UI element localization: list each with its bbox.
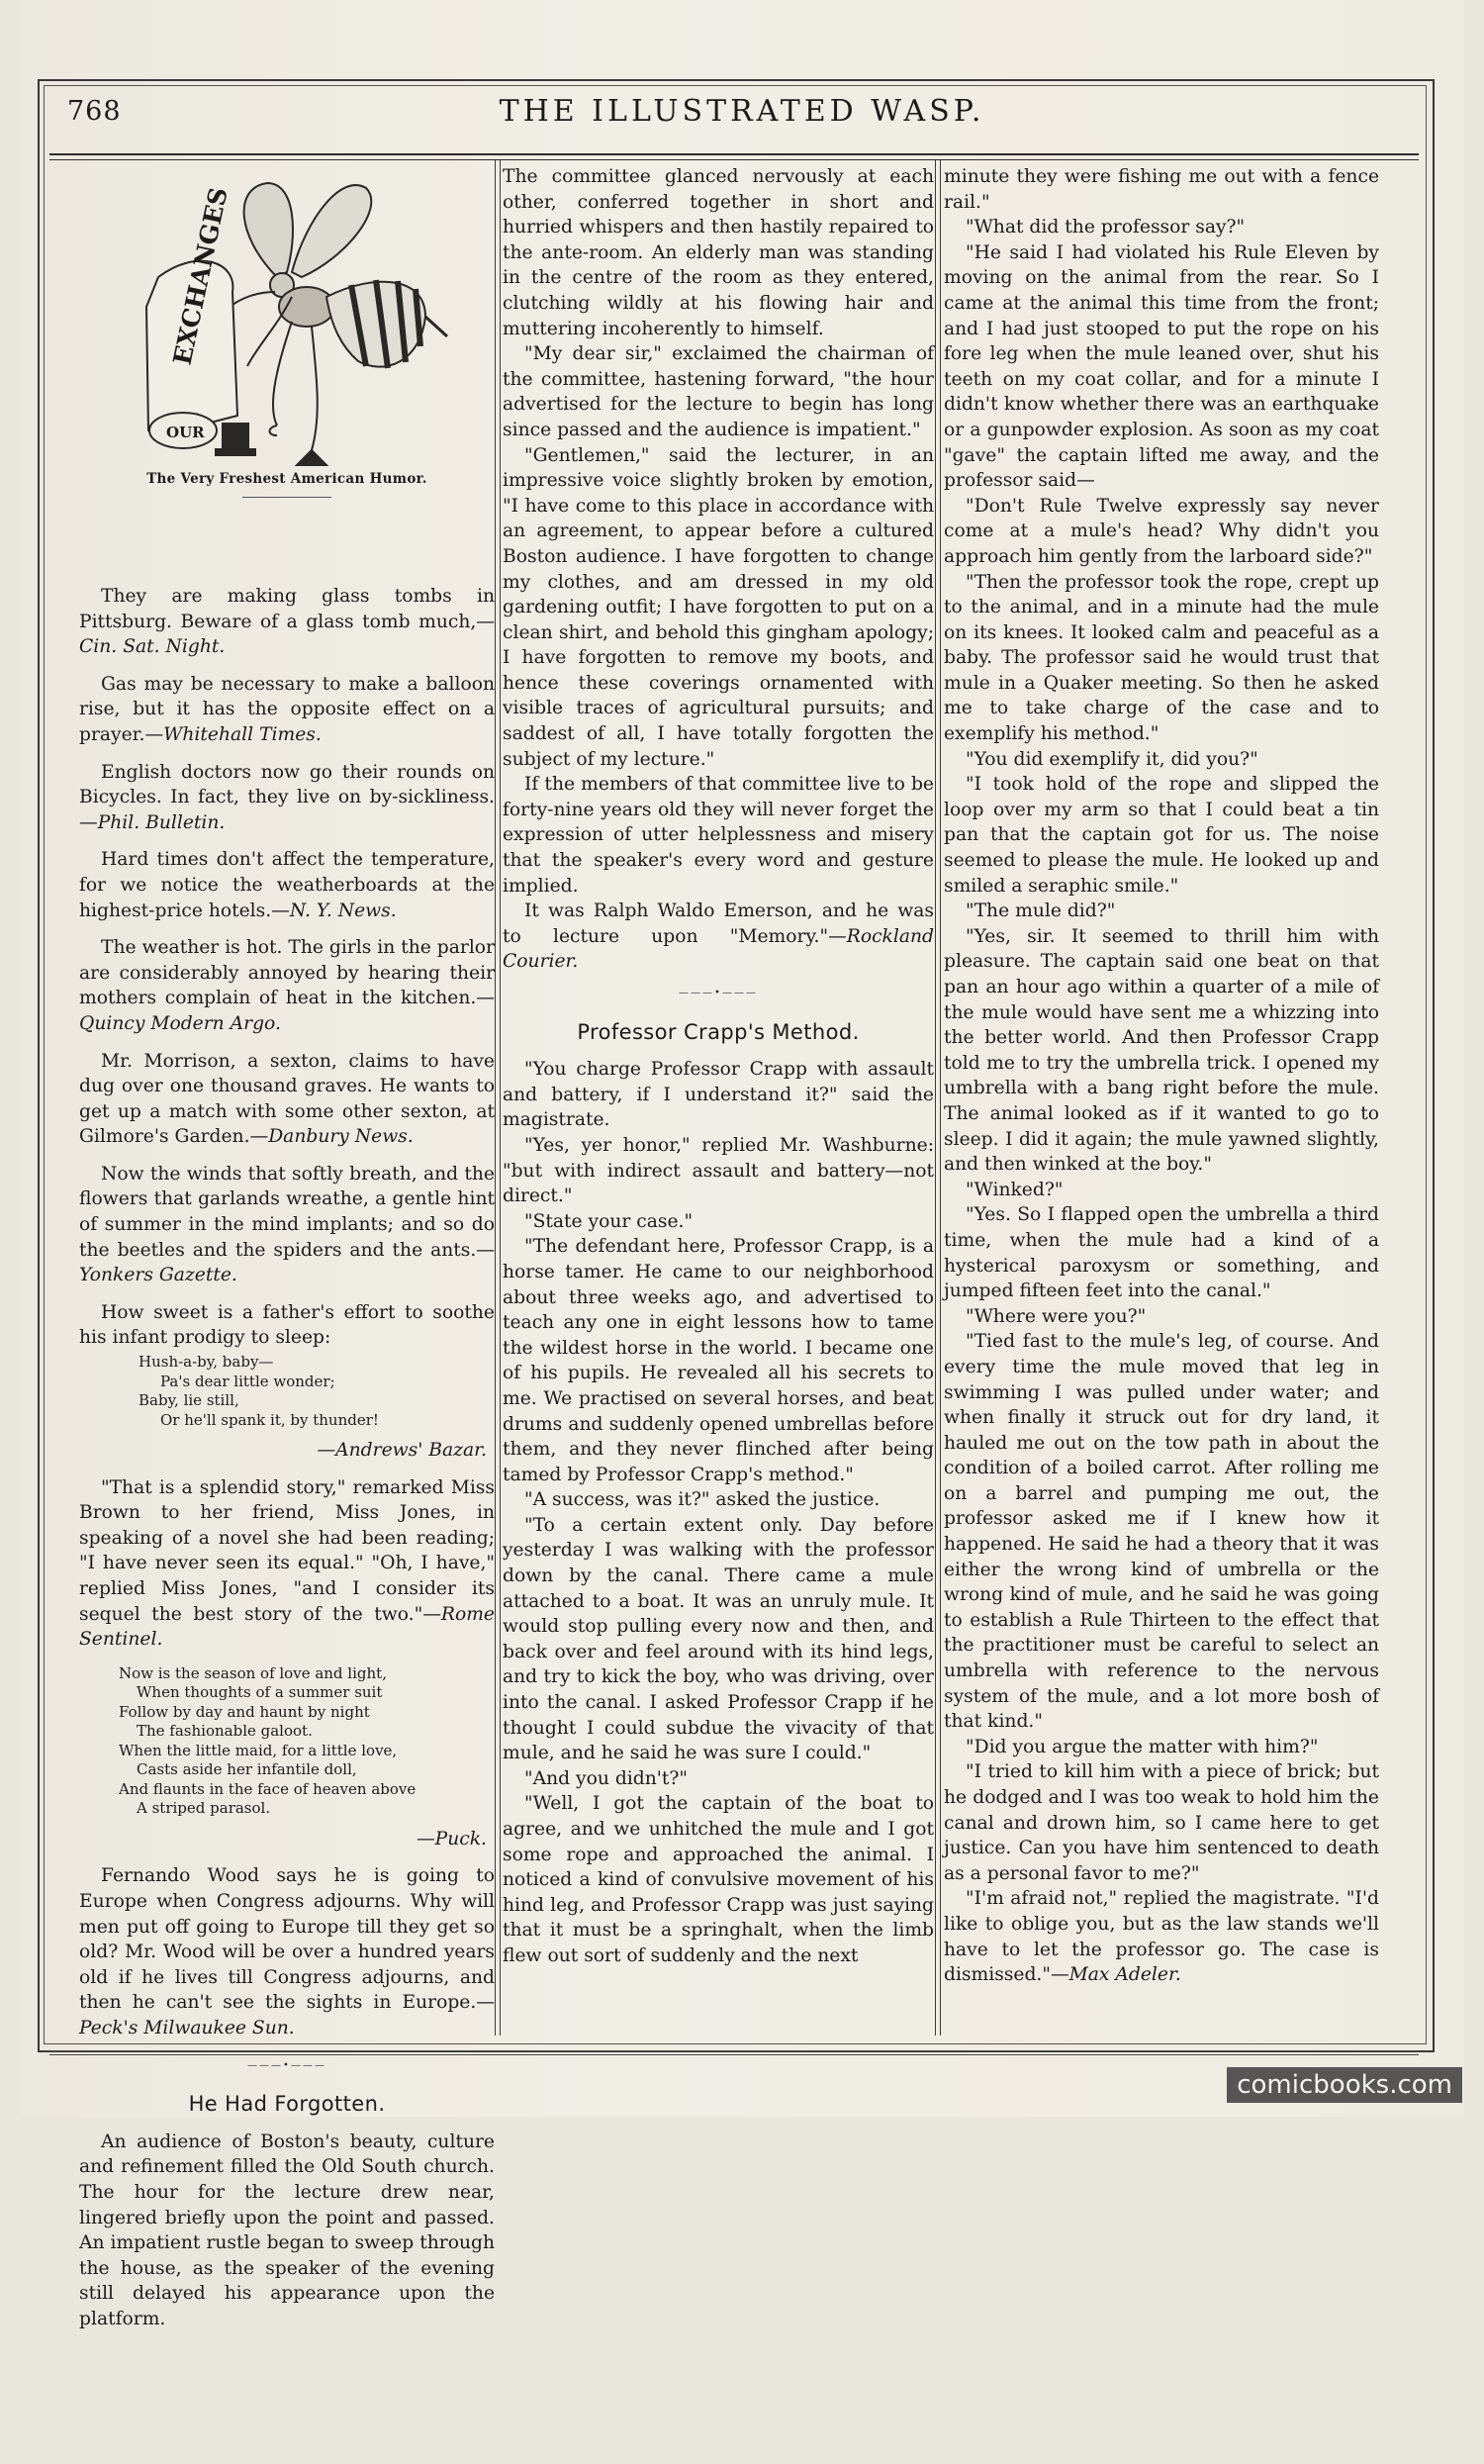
paragraph-item: Mr. Morrison, a sexton, claims to have dug over one thousand graves. He wants to get up a match with some other sexton, at Gilmore's Garden.—Danbury News. xyxy=(79,1050,495,1148)
section-separator: ———•——— xyxy=(679,988,758,998)
paragraph-item: "Well, I got the captain of the boat to agree, and we unhitched the mule and I got some rope and approached the animal. I noticed a kind of convulsive movement of his hind leg, and Professor Crapp was just saying that it must be a springhalt, when the limb flew out sort of suddenly and the next xyxy=(503,1793,934,1966)
paragraph-item: "Yes, sir. It seemed to thrill him with pleasure. The captain said one beat on that pan an hour ago within a quarter of a mile of the mule would have sent me a whizzing into the better world. And then Professor Crapp told me to try the umbrella trick. I opened my umbrella with a bang right before the mule. The animal looked as if it wanted to go to sleep. I did it again; the mule yawned slightly, and then winked at the boy." xyxy=(944,925,1379,1176)
paragraph-item: "And you didn't?" xyxy=(524,1767,689,1789)
paragraph-item: "Yes. So I flapped open the umbrella a third time, when the mule had a kind of a hysterical paroxysm or something, and jumped fifteen feet into the canal." xyxy=(944,1204,1379,1302)
paragraph-item: "Yes, yer honor," replied Mr. Washburne: "but with indirect assault and battery—not direct." xyxy=(503,1134,934,1207)
father-verse: Hush-a-by, baby— Pa's dear little wonder; Baby, lie still, Or he'll spank it, by thunder! xyxy=(139,1353,379,1429)
paragraph-item: "My dear sir," exclaimed the chairman of the committee, hastening forward, "the hour advertised for the lecture to begin has long since passed and the audience is impatient." xyxy=(503,343,934,440)
paragraph-item: Fernando Wood says he is going to Europe when Congress adjourns. Why will men put off going to Europe till they get so old? Mr. Wood will be over a hundred years old if he lives till Congress adjourns, and then he can't see the sights in Europe.—Peck's Milwaukee Sun. xyxy=(79,1865,495,2038)
paragraph-item: "What did the professor say?" xyxy=(966,217,1246,238)
watermark-logo: comicbooks.com xyxy=(1227,2067,1462,2103)
paragraph-item: "Gentlemen," said the lecturer, in an impressive voice slightly broken by emotion, "I have come to this place in accordance with an agreement, to appear before a cultured Boston audience. I have forgotten to change my clothes, and am dressed in my old gardening outfit; I have forgotten to put on a clean shirt, and behold this gingham apology; I have forgotten to remove my boots, and hence these coverings ornamented with visible traces of agricultural pursuits; and saddest of all, I have totally forgotten the subject of my lecture." xyxy=(503,444,934,770)
paragraph-item: "He said I had violated his Rule Eleven by moving on the animal from the rear. So I came at the animal this time from the front; and I had just stooped to put the rope on his fore leg when the mule leaned over, shut his teeth on my coat collar, and for a minute I didn't know whether there was an earthquake or a gunpowder explosion. As soon as my coat "gave" the captain lifted me away, and the professor said— xyxy=(944,241,1379,492)
paragraph-item: "I tried to kill him with a piece of brick; but he dodged and I was too weak to hold him the canal and drown him, so I came here to get justice. Can you have him sentenced to death as a personal favor to me?" xyxy=(944,1761,1379,1884)
paragraph-item: The weather is hot. The girls in the parlor are considerably annoyed by hearing their mothers complain of heat in the kitchen.—Quincy Modern Argo. xyxy=(79,937,495,1034)
paragraph-item: Now the winds that softly breath, and the flowers that garlands wreathe, a gentle hint of summer in the mind implants; and so do the beetles and the spiders and the ants.—Yonkers Gazette. xyxy=(79,1163,495,1286)
wasp-exchanges-illustration xyxy=(129,168,455,485)
paragraph-item: If the members of that committee live to be forty-nine years old they will never forget the expression of utter helplessness and misery that the speaker's every word and gesture implied. xyxy=(503,774,934,897)
paragraph-item: "You charge Professor Crapp with assault and battery, if I understand it?" said the magistrate. xyxy=(503,1059,934,1131)
footer-rule xyxy=(49,2050,1419,2055)
poem: Now is the season of love and light, When thoughts of a summer suit Follow by day and haunt by night The fashionable galoot. When the little maid, for a little love, Casts aside her infantile doll, And flaunts in the face of heaven above A striped parasol. xyxy=(119,1663,417,1818)
paragraph-item: "Where were you?" xyxy=(966,1305,1147,1327)
paragraph-item: "State your case." xyxy=(524,1210,694,1232)
paragraph-item: The committee glanced nervously at each other, conferred together in short and hurried whispers and then hastily repaired to the ante-room. An elderly man was standing in the centre of the room as they entered, clutching wildly at his flowing hair and muttering incoherently to himself. xyxy=(503,166,934,339)
column-middle xyxy=(503,164,934,2044)
paragraph-item: "Tied fast to the mule's leg, of course. And every time the mule moved that leg in swimming I was pulled under water; and when finally it struck out for dry land, it hauled me out on the tow path in about the condition of a boiled carrot. After rolling me on a barrel and pumping me out, the professor asked me if I knew how it happened. He said he had a theory that it was either the wrong kind of umbrella or the wrong kind of mule, and he said he was going to establish a Rule Thirteen to the effect that the practitioner must be careful to select an umbrella with reference to the nervous system of the mule, and a lot more bosh of that kind." xyxy=(944,1331,1379,1733)
paragraph-item: Hard times don't affect the temperature, for we notice the weatherboards at the highest-price hotels.—N. Y. News. xyxy=(79,849,495,921)
column-rule-right xyxy=(935,160,941,2036)
masthead-title: THE ILLUSTRATED WASP. xyxy=(499,94,985,129)
paragraph-item: "To a certain extent only. Day before yesterday I was walking with the professor down by the canal. There came a mule attached to a boat. It was an unruly mule. It would stop pulling every now and then, and back over and feel around with its hind legs, and try to kick the boy, who was driving, over into the canal. I asked Professor Crapp if he thought I could subdue the vivacity of that mule, and he said he was sure I could." xyxy=(503,1514,934,1764)
father-item: How sweet is a father's effort to soothe his infant prodigy to sleep: Hush-a-by, baby— Pa's dear little wonder; Baby, lie still, Or he'll spank it, by thunder! —Andrews' Bazar. xyxy=(79,1301,495,1462)
paragraph-item: "Then the professor took the rope, crept up to the animal, and in a minute had the mule on its knees. It looked calm and peaceful as a baby. The professor said he would trust that mule in a Quaker meeting. So then he asked me to take charge of the case and to exemplify his method." xyxy=(944,571,1379,745)
section-title: Professor Crapp's Method. xyxy=(577,1019,860,1044)
paragraph-item: It was Ralph Waldo Emerson, and he was to lecture upon "Memory."—Rockland Courier. xyxy=(503,900,934,973)
paragraph-item: "You did exemplify it, did you?" xyxy=(966,748,1258,770)
paragraph-item: English doctors now go their rounds on Bicycles. In fact, they live on by-sickliness.—Phil. Bulletin. xyxy=(79,761,495,833)
paragraph-item: "Don't Rule Twelve expressly say never come at a mule's head? Why didn't you approach him gently from the larboard side?" xyxy=(944,495,1379,567)
illustration-caption: The Very Freshest American Humor. xyxy=(146,471,427,487)
header-rule xyxy=(49,153,1419,160)
paragraph-item: They are making glass tombs in Pittsburg. Beware of a glass tomb much,—Cin. Sat. Night. xyxy=(79,586,495,658)
banner-tag-text: OUR xyxy=(166,424,205,441)
paragraph-item: minute they were fishing me out with a fence rail." xyxy=(944,166,1379,213)
page-number: 768 xyxy=(67,96,122,127)
paragraph-item: "I took hold of the rope and slipped the loop over my arm so that I could beat a tin pan that the captain got for us. The noise seemed to please the mule. He looked up and smiled a seraphic smile." xyxy=(944,774,1379,897)
column-rule-left xyxy=(495,160,501,2036)
section-separator: ———•——— xyxy=(247,2059,326,2071)
paragraph-item: "The mule did?" xyxy=(966,900,1116,922)
caption-rule xyxy=(242,497,331,498)
paragraph-item: "That is a splendid story," remarked Miss Brown to her friend, Miss Jones, in speaking of a novel she had been reading; "I have never seen its equal." "Oh, I have," replied Miss Jones, "and I consider its sequel the best story of the two."—Rome Sentinel. xyxy=(79,1476,495,1651)
column-left xyxy=(79,584,495,2464)
paragraph-item: "The defendant here, Professor Crapp, is a horse tamer. He came to our neighborhood about three weeks ago, and advertised to teach any one in eight lessons how to tame the wildest horse in the world. I became one of his pupils. He revealed all his secrets to me. We practised on several horses, and beat drums and suddenly opened umbrellas before them, and they never flinched after being tamed by Professor Crapp's method." xyxy=(503,1236,934,1485)
poem-attribution: —Puck. xyxy=(416,1828,487,1849)
banner-text: EXCHANGES xyxy=(167,184,233,368)
paragraph-item: "A success, was it?" asked the justice. xyxy=(524,1489,881,1511)
paragraph-item: "Winked?" xyxy=(966,1179,1064,1200)
paragraph-item: "I'm afraid not," replied the magistrate. "I'd like to oblige you, but as the law stands we'll have to let the professor go. The case is dismissed."—Max Adeler. xyxy=(944,1888,1379,1986)
section-title: He Had Forgotten. xyxy=(188,2092,386,2117)
paragraph-item: An audience of Boston's beauty, culture and refinement filled the Old South church. The hour for the lecture drew near, lingered briefly upon the point and passed. An impatient rustle began to sweep through the house, as the speaker of the evening still delayed his appearance upon the platform. xyxy=(79,2131,495,2329)
paragraph-item: "Did you argue the matter with him?" xyxy=(966,1736,1319,1757)
paragraph-item: Gas may be necessary to make a balloon rise, but it has the opposite effect on a prayer.—Whitehall Times. xyxy=(79,673,495,745)
column-right xyxy=(944,164,1379,2044)
